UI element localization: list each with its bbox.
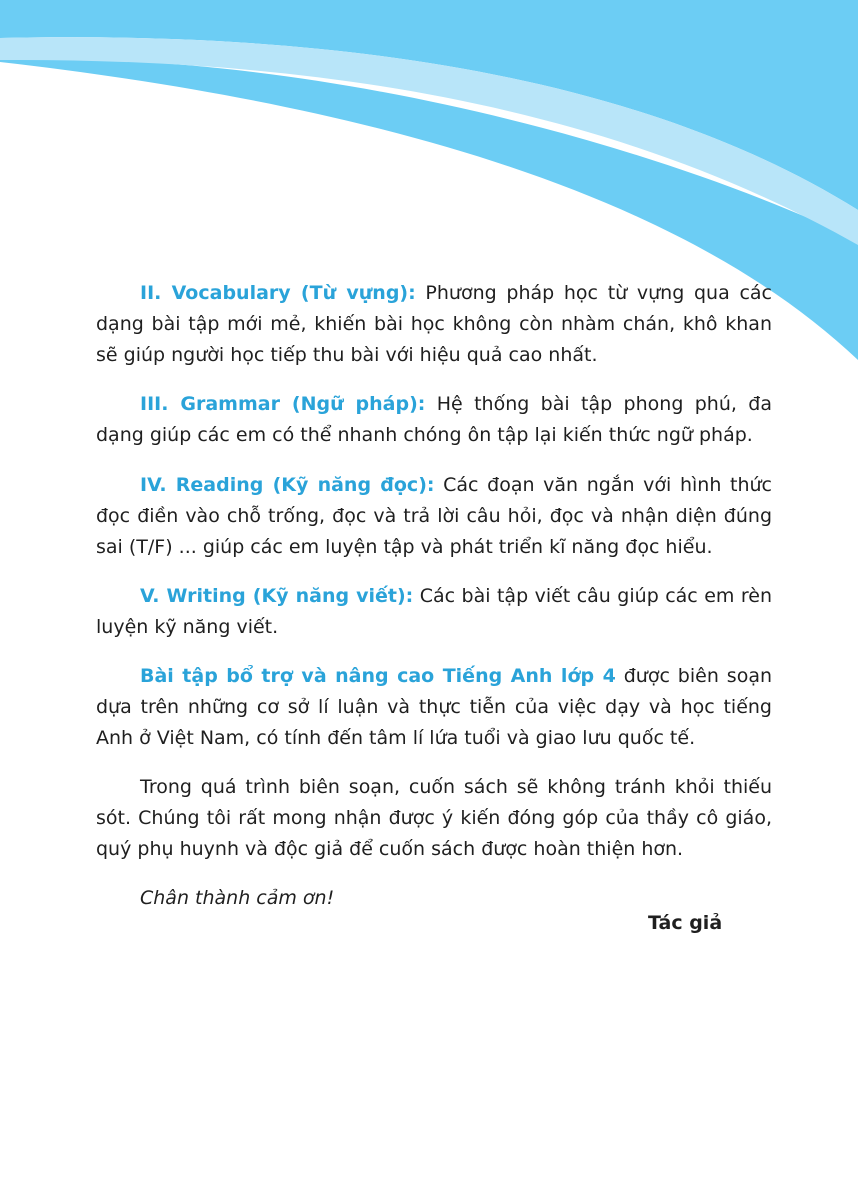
paragraph-reading (96, 470, 772, 563)
text-grammar: Hệ thống bài tập phong phú, đa dạng giúp các em có thể nhanh chóng ôn tập lại kiến thức ngữ pháp. (96, 393, 772, 446)
text-vocabulary: Phương pháp học từ vựng qua các dạng bài tập mới mẻ, khiến bài học không còn nhàm chán, khô khan sẽ giúp người học tiếp thu bài với hiệu quả cao nhất. (96, 282, 772, 366)
author-signature: Tác giả (648, 912, 723, 934)
text-reading: Các đoạn văn ngắn với hình thức đọc điền vào chỗ trống, đọc và trả lời câu hỏi, đọc và nhận diện đúng sai (T/F) ... giúp các em luyện tập và phát triển kĩ năng đọc hiểu. (96, 474, 772, 558)
paragraph-closing: Trong quá trình biên soạn, cuốn sách sẽ không tránh khỏi thiếu sót. Chúng tôi rất mong nhận được ý kiến đóng góp của thầy cô giáo, quý phụ huynh và độc giả để cuốn sách được hoàn thiện hơn. (96, 776, 772, 860)
preface-body (96, 278, 772, 914)
paragraph-vocabulary (96, 278, 772, 371)
paragraph-writing (96, 581, 772, 643)
heading-grammar: III. Grammar (Ngữ pháp): (140, 393, 426, 415)
text-book-intro: được biên soạn dựa trên những cơ sở lí luận và thực tiễn của việc dạy và học tiếng Anh ở Việt Nam, có tính đến tâm lí lứa tuổi và giao lưu quốc tế. (96, 665, 773, 749)
heading-book-title: Bài tập bổ trợ và nâng cao Tiếng Anh lớp 4 (140, 665, 616, 687)
heading-reading: IV. Reading (Kỹ năng đọc): (140, 474, 435, 496)
paragraph-book-intro (96, 661, 772, 754)
paragraph-grammar (96, 389, 772, 451)
thanks-line: Chân thành cảm ơn! (140, 887, 335, 909)
heading-vocabulary: II. Vocabulary (Từ vựng): (140, 282, 416, 304)
text-writing: Các bài tập viết câu giúp các em rèn luyện kỹ năng viết. (96, 585, 772, 638)
heading-writing: V. Writing (Kỹ năng viết): (140, 585, 414, 607)
